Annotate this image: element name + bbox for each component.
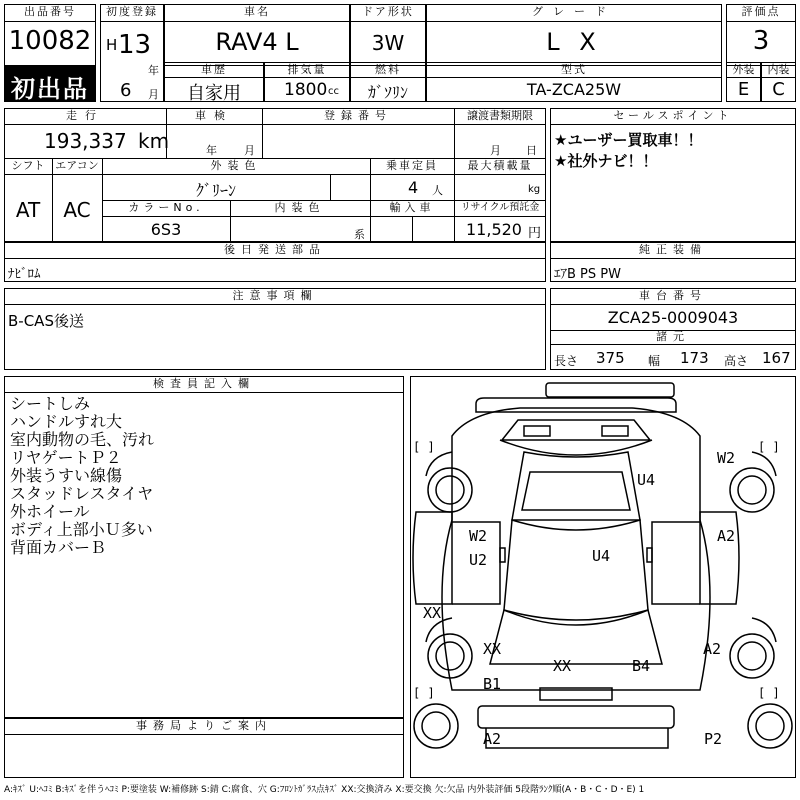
sales-points-section: [550, 108, 796, 242]
exterior-color-label: 外装色: [210, 159, 262, 172]
inspector-item: ボディ上部小Ｕ多い: [10, 520, 153, 539]
damage-code: XX: [553, 657, 572, 675]
specs-label: 諸元: [656, 330, 690, 343]
ac: AC: [63, 198, 91, 222]
first-listing-badge: 初出品: [4, 66, 96, 102]
interior-label: 内装: [767, 63, 790, 76]
displacement-label: 排気量: [287, 63, 327, 76]
first-registration-label: 初度登録: [106, 5, 158, 18]
model-name-label: 車名: [244, 5, 270, 18]
length-value: 375: [596, 349, 625, 367]
grade-label: グレード: [532, 5, 616, 18]
bracket-marker: [ ]: [758, 686, 780, 700]
first-reg-month: 6: [120, 80, 132, 101]
transfer-deadline-label: 譲渡書類期限: [467, 109, 533, 122]
model-type: TA-ZCA25W: [526, 80, 622, 99]
fuel-label: 燃料: [375, 63, 401, 76]
genuine-equipment-label: 純正装備: [639, 243, 707, 256]
damage-code: A2: [483, 730, 502, 748]
history-label: 車歴: [201, 63, 227, 76]
damage-code: U2: [469, 551, 488, 569]
damage-code: B1: [483, 675, 502, 693]
shift-label: シフト: [11, 159, 45, 172]
bracket-marker: [ ]: [758, 440, 780, 454]
ac-label: エアコン: [55, 159, 99, 172]
grade: L X: [546, 28, 602, 56]
height-value: 167: [762, 349, 791, 367]
inspector-label: 検査員記入欄: [153, 377, 255, 390]
damage-code: W2: [469, 527, 488, 545]
import-label: 輸入車: [389, 201, 435, 214]
recycle-deposit: 11,520: [466, 220, 522, 239]
notes-label: 注意事項欄: [232, 289, 318, 302]
color-no-label: カラーNo.: [128, 201, 204, 214]
bracket-marker: [ ]: [413, 440, 435, 454]
recycle-label: リサイクル預託金: [460, 202, 540, 213]
door-label: ドア形状: [362, 5, 414, 18]
damage-code: A2: [717, 527, 736, 545]
genuine-equipment-value: ｴｱB PS PW: [554, 267, 621, 282]
bracket-marker: [ ]: [413, 686, 435, 700]
damage-code: XX: [483, 640, 502, 658]
sales-point-item: ★ユーザー買取車！！: [554, 131, 703, 149]
inspection-label: 車検: [195, 109, 233, 122]
car-diagram: [410, 376, 796, 778]
max-load-label: 最大積載量: [467, 159, 533, 172]
damage-code: U4: [592, 547, 611, 565]
later-parts-label: 後日発送部品: [224, 243, 326, 256]
shift: AT: [15, 198, 41, 222]
model-name: RAV4 L: [215, 28, 299, 56]
legend: A:ｷｽﾞ U:ﾍｺﾐ B:ｷｽﾞを伴うﾍｺﾐ P:要塗装 W:補修跡 S:錆 C:腐食、穴 G:ﾌﾛﾝﾄｶﾞﾗｽ点ｷｽﾞ XX:交換済み X:要交換 欠:欠品 内外装評価 5段階ﾗﾝｸ順(A・B・C・D・E) 1: [4, 785, 645, 795]
damage-code: W2: [717, 449, 736, 467]
notes-value: B-CAS後送: [8, 312, 84, 330]
inspector-item: 外ホイール: [10, 502, 90, 521]
registration-label: 登録番号: [324, 109, 392, 122]
lot-number-label: 出品番号: [24, 5, 76, 18]
damage-code: XX: [423, 604, 442, 622]
capacity-label: 乗車定員: [386, 159, 438, 172]
sales-points-list: [554, 130, 702, 172]
first-reg-year: 13: [118, 30, 152, 60]
damage-code: A2: [703, 640, 722, 658]
sales-points-label: セールスポイント: [613, 109, 733, 122]
mileage-label: 走行: [66, 109, 104, 122]
inspector-item: シートしみ: [10, 394, 91, 413]
displacement: 1800: [284, 80, 328, 100]
inspector-list: [10, 395, 154, 557]
width-value: 173: [680, 349, 709, 367]
inspector-item: 室内動物の毛、汚れ: [10, 430, 155, 449]
capacity: 4: [408, 178, 419, 197]
exterior-label: 外装: [732, 63, 755, 76]
chassis-number: ZCA25-0009043: [607, 308, 739, 327]
damage-code: U4: [637, 471, 656, 489]
exterior-color: ｸﾞﾘｰﾝ: [195, 181, 236, 200]
mileage: 193,337: [44, 129, 127, 153]
inspector-item: 背面カバーＢ: [10, 538, 107, 557]
color-no: 6S3: [150, 220, 182, 239]
inspector-item: 外装うすい線傷: [10, 466, 123, 485]
inspector-item: ハンドルすれ大: [10, 412, 123, 431]
inspector-item: スタッドレスタイヤ: [10, 484, 154, 503]
first-reg-era: H: [106, 36, 118, 54]
type-label: 型式: [561, 63, 587, 76]
office-label: 事務局よりご案内: [136, 719, 272, 732]
exterior-grade: E: [737, 79, 750, 100]
chassis-label: 車台番号: [639, 289, 707, 302]
damage-code: B4: [632, 657, 651, 675]
lot-number: 10082: [8, 26, 92, 56]
interior-grade: C: [772, 79, 785, 100]
inspector-item: リヤゲートＰ２: [10, 448, 122, 467]
damage-code: P2: [704, 730, 723, 748]
history: 自家用: [187, 83, 241, 104]
interior-color-label: 内装色: [274, 201, 326, 214]
score-label: 評価点: [741, 5, 781, 18]
fuel: ｶﾞｿﾘﾝ: [367, 83, 408, 102]
sales-point-item: ★社外ナビ！！: [554, 152, 658, 170]
door-type: 3W: [371, 31, 405, 55]
later-parts-value: ﾅﾋﾞﾛﾑ: [8, 267, 41, 282]
score: 3: [752, 26, 770, 56]
